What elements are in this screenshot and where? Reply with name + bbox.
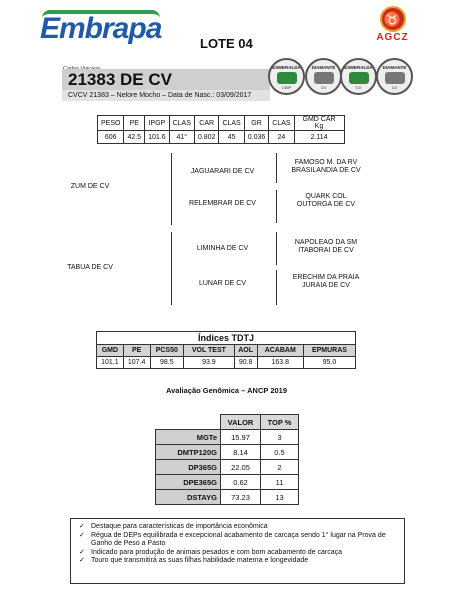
pedigree-bracket-line — [171, 232, 172, 305]
table-row-label: DMTP120G — [156, 445, 221, 460]
pedigree-g3: FAMOSO M. DA RV BRASILANDIA DE CV — [291, 159, 361, 174]
pedigree-dam-dam: LUNAR DE CV — [198, 280, 247, 287]
seal-badge — [268, 58, 305, 95]
table-cell: 2.114 — [294, 131, 344, 144]
table-header-cell: GMD — [97, 345, 124, 357]
pedigree-sire: ZUM DE CV — [70, 183, 110, 190]
seal-center-icon — [314, 72, 334, 84]
list-item — [79, 549, 396, 558]
pedigree-sire-dam: RELEMBRAR DE CV — [189, 200, 256, 207]
table-cell: 606 — [98, 131, 124, 144]
indices-title: Índices TDTJ — [97, 332, 356, 345]
list-item — [79, 557, 396, 566]
seal-top-text: DIAMANTE — [382, 65, 407, 70]
table-cell: 13 — [261, 490, 299, 505]
embrapa-logo — [40, 12, 161, 46]
pedigree-bracket-line — [276, 153, 277, 183]
table-header-row — [98, 116, 345, 131]
pedigree-bracket-line — [276, 190, 277, 223]
seal-bottom-text: CEIP — [281, 85, 292, 90]
animal-subtitle: CVCV 21383 – Nelore Mocho – Data de Nasc.: 03/09/2017 — [62, 90, 270, 101]
table-row — [156, 460, 299, 475]
table-row-label: DSTAYG — [156, 490, 221, 505]
table-cell: 2 — [261, 460, 299, 475]
table-cell: 93.9 — [184, 357, 235, 369]
table-header-cell: EPMURAS — [303, 345, 355, 357]
table-cell: 41° — [169, 131, 194, 144]
check-icon: ✓ — [79, 557, 85, 564]
pedigree-sire-sire: JAGUARARI DE CV — [190, 168, 255, 175]
animal-name: 21383 DE CV — [62, 69, 270, 90]
measures-table — [97, 115, 345, 144]
table-cell: 24 — [269, 131, 294, 144]
seal-badge — [340, 58, 377, 95]
table-cell: 90.8 — [234, 357, 257, 369]
pedigree-g3: NAPOLEAO DA SM ITABORAI DE CV — [294, 239, 358, 254]
table-header-row — [97, 345, 356, 357]
list-item — [79, 532, 396, 549]
table-header-cell: CLAS — [219, 116, 244, 131]
table-cell: 45 — [219, 131, 244, 144]
table-cell: 101.6 — [145, 131, 170, 144]
table-cell: 95.0 — [303, 357, 355, 369]
genomic-title: Avaliação Genômica – ANCP 2019 — [165, 386, 288, 395]
table-cell: 73.23 — [221, 490, 261, 505]
table-cell: 107.4 — [123, 357, 150, 369]
table-cell: 22.05 — [221, 460, 261, 475]
check-icon: ✓ — [79, 548, 85, 556]
table-header-cell: PCS50 — [150, 345, 184, 357]
table-header-cell: VALOR — [221, 415, 261, 430]
pedigree-dam-sire: LIMINHA DE CV — [196, 245, 249, 252]
table-cell: 0.62 — [221, 475, 261, 490]
pedigree-dam: TABUA DE CV — [67, 264, 113, 271]
seal-center-icon — [385, 72, 405, 84]
table-header-row — [156, 415, 299, 430]
pedigree-bracket-line — [171, 153, 172, 225]
table-row — [156, 490, 299, 505]
agcz-logo-text: AGCZ — [376, 32, 409, 43]
table-row — [156, 445, 299, 460]
table-cell: 15.97 — [221, 430, 261, 445]
embrapa-logo-swoosh — [42, 10, 160, 18]
table-header-cell: CAR — [194, 116, 219, 131]
table-cell: 0.802 — [194, 131, 219, 144]
seal-bottom-text: CV — [355, 85, 362, 90]
list-item-text: Touro que transmitirá as suas filhas habilidade materna e longevidade — [91, 557, 309, 564]
table-cell: 42.5 — [124, 131, 145, 144]
bull-emblem-icon: ♉ — [380, 6, 406, 32]
table-cell: 163.8 — [257, 357, 303, 369]
table-cell: 98.5 — [150, 357, 184, 369]
table-header-cell: VOL TEST — [184, 345, 235, 357]
list-item-text: Indicado para produção de animais pesados e com bom acabamento de carcaça — [91, 548, 342, 556]
seal-center-icon — [349, 72, 369, 84]
table-row — [156, 475, 299, 490]
table-row-label: MGTe — [156, 430, 221, 445]
seal-center-icon — [277, 72, 297, 84]
table-row — [97, 357, 356, 369]
table-header-cell: AOL — [234, 345, 257, 357]
list-item — [79, 523, 396, 532]
table-cell: 101.1 — [97, 357, 124, 369]
seal-top-text: ESMERALDA — [344, 65, 373, 70]
pedigree-g3: QUARK COL OUTORGA DE CV — [296, 193, 356, 208]
table-header-cell: CLAS — [169, 116, 194, 131]
pedigree-bracket-line — [276, 270, 277, 305]
table-row — [98, 131, 345, 144]
table-row — [156, 430, 299, 445]
table-cell: 8.14 — [221, 445, 261, 460]
indices-table — [96, 331, 356, 369]
agcz-logo — [370, 6, 415, 48]
genomic-table — [155, 414, 299, 505]
table-header-cell: IPGP — [145, 116, 170, 131]
table-cell: 11 — [261, 475, 299, 490]
pedigree-g3: ERECHIM DA PRAIA JURAIA DE CV — [292, 274, 360, 289]
seal-bottom-text: CV — [391, 85, 398, 90]
table-row-label: DPE365G — [156, 475, 221, 490]
table-cell: 0.5 — [261, 445, 299, 460]
seal-top-text: ESMERALDA — [272, 65, 301, 70]
table-header-cell: ACABAM — [257, 345, 303, 357]
table-header-cell: PE — [123, 345, 150, 357]
check-icon: ✓ — [79, 523, 85, 530]
table-header-cell: TOP % — [261, 415, 299, 430]
lote-title: LOTE 04 — [200, 36, 253, 51]
table-cell: 0.036 — [244, 131, 269, 144]
seal-badge — [305, 58, 342, 95]
check-icon: ✓ — [79, 531, 85, 539]
list-item-text: Destaque para características de importância econômica — [91, 523, 268, 530]
table-cell: 3 — [261, 430, 299, 445]
pedigree-bracket-line — [276, 232, 277, 265]
table-header-cell: PE — [124, 116, 145, 131]
table-corner-cell — [156, 415, 221, 430]
seal-bottom-text: CV — [320, 85, 327, 90]
notes-box — [70, 518, 405, 584]
table-header-cell: CLAS — [269, 116, 294, 131]
embrapa-logo-text: Embrapa — [40, 12, 162, 45]
seal-top-text: DIAMANTE — [311, 65, 336, 70]
table-header-cell: GMD CAR Kg — [294, 116, 344, 131]
table-row-label: DP365G — [156, 460, 221, 475]
table-header-cell: PESO — [98, 116, 124, 131]
list-item-text: Régua de DEPs equilibrada e excepcional acabamento de carcaça sendo 1° lugar na Prova de Ganho de Peso a Pasto — [91, 531, 386, 547]
table-header-cell: GR — [244, 116, 269, 131]
seal-badge — [376, 58, 413, 95]
